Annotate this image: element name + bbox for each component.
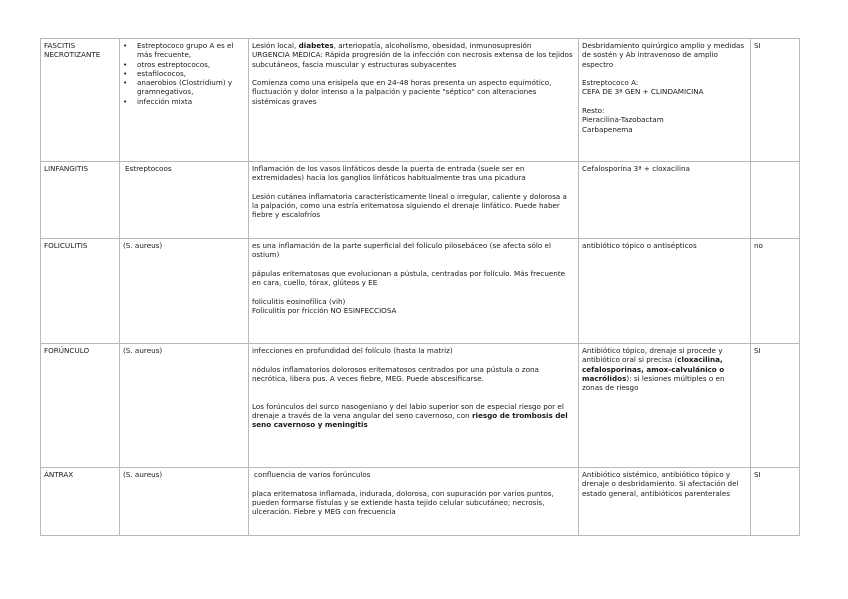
flag-cell: SI <box>751 468 800 536</box>
treatment: Cefalosporina 3ª + cloxacilina <box>579 162 751 239</box>
condition-name: FASCITIS NECROTIZANTE <box>41 39 120 162</box>
condition-name: LINFANGITIS <box>41 162 120 239</box>
causative-agents: (S. aureus) <box>120 344 249 468</box>
clinical-description: infecciones en profundidad del folículo (hasta la matriz) nódulos inflamatorios dolorosos eritematosos centrados por una pústula o zona necrótica, libera pus. A veces fiebre, MEG. Puede abscesificarse. Los forúnculos del surco nasogeniano y del labio superior son de especial riesgo por el drenaje a través de la vena angular del seno cavernoso, con riesgo de trombosis del seno cavernoso y meningitis <box>249 344 579 468</box>
condition-name: FOLICULITIS <box>41 239 120 344</box>
flag-cell: no <box>751 239 800 344</box>
flag-cell <box>751 162 800 239</box>
condition-name: FORÚNCULO <box>41 344 120 468</box>
table-row <box>41 468 800 536</box>
table-row <box>41 239 800 344</box>
list-item: • estafilococos, <box>123 68 187 78</box>
table-row <box>41 39 800 162</box>
list-item: • anaerobios (Clostridium) y gramnegativos, <box>123 78 233 97</box>
clinical-description: Lesión local, diabetes, arteriopatía, alcoholismo, obesidad, inmunosupresión URGENCIA MÉDICA: Rápida progresión de la infección con necrosis extensa de los tejidos subcutáneos, fascia muscular y estructuras subyacentes Comienza como una erisipela que en 24-48 horas presenta un aspecto equimótico, fluctuación y dolor intenso a la palpación y paciente "séptico" con alteraciones sistémicas graves <box>249 39 579 162</box>
causative-agents: (S. aureus) <box>120 239 249 344</box>
causative-agents: Estreptocoos <box>120 162 249 239</box>
bullet-icon: • <box>123 96 128 106</box>
treatment: Antibiótico tópico, drenaje si procede y antibiótico oral si precisa (cloxacilina, cefalosporinas, amox-calvulánico o macrólidos): si lesiones múltiples o en zonas de riesgo <box>579 344 751 468</box>
bullet-icon: • <box>123 41 128 50</box>
bullet-icon: • <box>123 59 128 69</box>
bullet-icon: • <box>123 68 128 78</box>
causative-agents: (S. aureus) <box>120 468 249 536</box>
flag-cell: SI <box>751 39 800 162</box>
table-row <box>41 162 800 239</box>
flag-cell: SI <box>751 344 800 468</box>
list-item: • otros estreptococos, <box>123 59 211 69</box>
treatment: Antibiótico sistémico, antibiótico tópico y drenaje o desbridamiento. Si afectación del estado general, antibióticos parenterales <box>579 468 751 536</box>
agents-list <box>123 41 245 106</box>
clinical-description: Inflamación de los vasos linfáticos desde la puerta de entrada (suele ser en extremidades) hacia los ganglios linfáticos habitualmente tras una picadura Lesión cutánea inflamatoria característicamente lineal o irregular, caliente y dolorosa a la palpación, como una estría eritematosa siguiendo el drenaje linfático. Puede haber fiebre y escalofríos <box>249 162 579 239</box>
treatment: Desbridamiento quirúrgico amplio y medidas de sostén y Ab intravenoso de amplio espectro Estreptococo A: CEFA DE 3ª GEN + CLINDAMICINA Resto: Pieracilina-Tazobactam Carbapenema <box>579 39 751 162</box>
clinical-description: es una inflamación de la parte superficial del folículo pilosebáceo (se afecta sólo el ostium) pápulas eritematosas que evolucionan a pústula, centradas por folículo. Más frecuente en cara, cuello, tórax, glúteos y EE foliculitis eosinofílica (vih) Foliculitis por fricción NO ESINFECCIOSA <box>249 239 579 344</box>
bullet-icon: • <box>123 78 128 88</box>
list-item: • Estreptococo grupo A es el más frecuente, <box>123 41 234 60</box>
treatment: antibiótico tópico o antisépticos <box>579 239 751 344</box>
infections-table <box>40 38 800 536</box>
list-item: • infección mixta <box>123 96 193 106</box>
clinical-description: confluencia de varios forúnculos placa eritematosa inflamada, indurada, dolorosa, con supuración por varios puntos, pueden formarse fístulas y se extiende hasta tejido celular subcutáneo; necrosis, ulceración. Fiebre y MEG con frecuencia <box>249 468 579 536</box>
condition-name: ÁNTRAX <box>41 468 120 536</box>
causative-agents <box>120 39 249 162</box>
table-row <box>41 344 800 468</box>
